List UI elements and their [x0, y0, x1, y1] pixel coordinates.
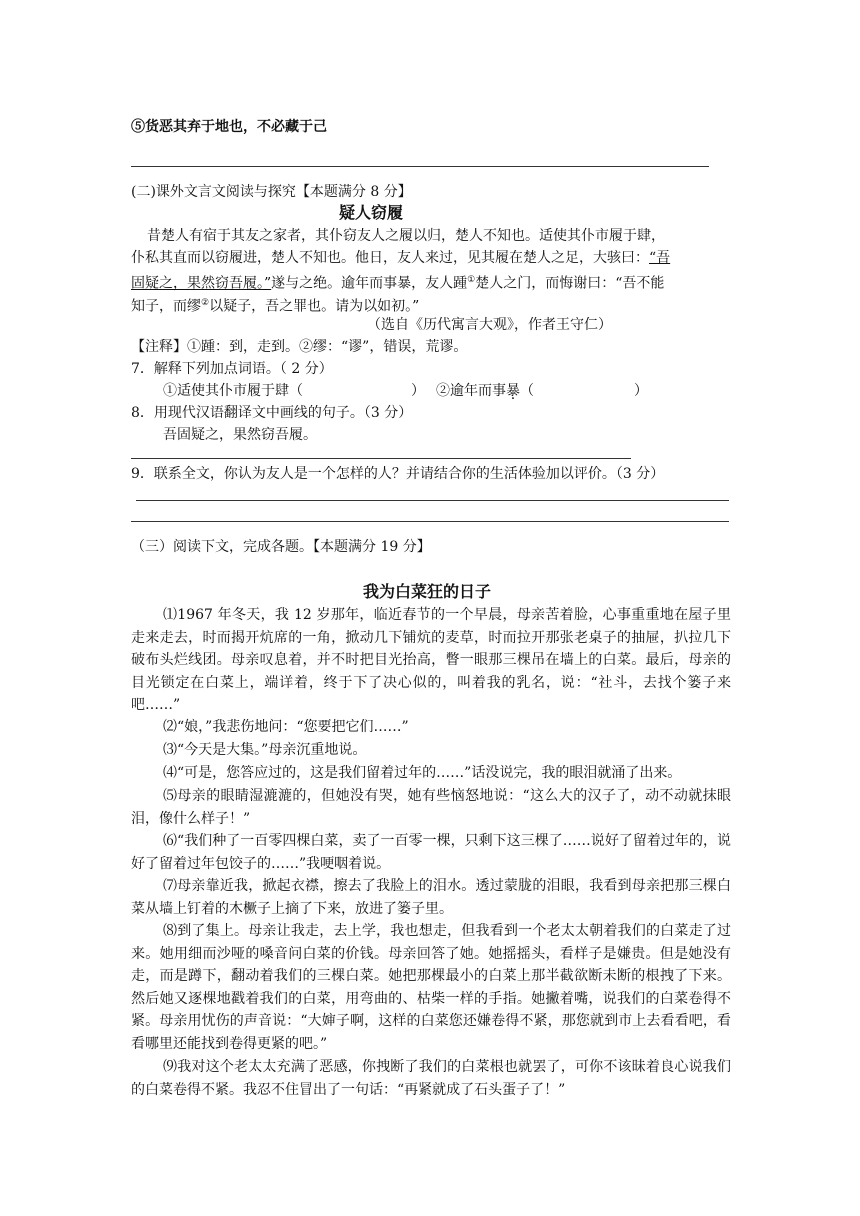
question-8-sentence: 吾固疑之，果然窃吾履。	[163, 427, 317, 443]
answer-line	[131, 521, 729, 522]
paragraph-4: ⑷“可是，您答应过的，这是我们留着过年的……”话没说完，我的眼泪就涌了出来。	[163, 765, 682, 781]
item-5: ⑤货恶其弃于地也，不必藏于己	[131, 119, 327, 135]
paragraph-3: ⑶“今天是大集。”母亲沉重地说。	[163, 742, 367, 758]
annotation: 【注释】①踵：到，走到。②缪：“谬”，错误，荒谬。	[131, 339, 468, 355]
paragraph-9: ⑼我对这个老太太充满了恶感，你拽断了我们的白菜根也就罢了，可你不该昧着良心说我们的白菜卷得不紧。我忍不住冒出了一句话：“再紧就成了石头蛋子了！”	[131, 1059, 731, 1098]
section-2-header: (二)课外文言文阅读与探究【本题满分 8 分】	[131, 184, 412, 200]
section-3-header: （三）阅读下文，完成各题。【本题满分 19 分】	[131, 539, 431, 555]
section-2-title: 疑人窃履	[339, 203, 404, 222]
passage-line-2: 仆私其直而以窃履进，楚人不知也。他日，友人来过，见其履在楚人之足，大骇曰：“吾	[131, 250, 671, 266]
question-8: 8．用现代汉语翻译文中画线的句子。（3 分）	[131, 405, 413, 421]
answer-line	[131, 166, 709, 167]
question-7a: ①适使其仆市履于肆（ ）	[163, 383, 425, 399]
paragraph-1: ⑴1967 年冬天，我 12 岁那年，临近春节的一个早晨，母亲苦着脸，心事重重地在屋子里走来走去，时而揭开炕席的一角，掀动几下铺炕的麦草，时而拉开那张老桌子的抽屉，扒拉几下破布头烂线团。母亲叹息着，并不时把目光抬高，瞥一眼那三棵吊在墙上的白菜。最后，母亲的目光锁定在白菜上，端详着，终于下了决心似的，叫着我的乳名，说：“社斗，去找个篓子来吧……”	[131, 607, 731, 714]
passage-line-3: 固疑之，果然窃吾履。”遂与之绝。逾年而事暴，友人踵①楚人之门，而悔谢曰：“吾不能	[131, 275, 665, 292]
passage-source: （选自《历代寓言大观》，作者王守仁）	[367, 317, 612, 333]
question-9: 9．联系全文，你认为友人是一个怎样的人？并请结合你的生活体验加以评价。（3 分）	[131, 466, 665, 482]
paragraph-7: ⑺母亲靠近我，掀起衣襟，擦去了我脸上的泪水。透过蒙胧的泪眼，我看到母亲把那三棵白菜从墙上钉着的木橛子上摘了下来，放进了篓子里。	[131, 878, 731, 917]
paragraph-8: ⑻到了集上。母亲让我走，去上学，我也想走，但我看到一个老太太朝着我们的白菜走了过来。她用细而沙哑的嗓音问白菜的价钱。母亲回答了她。她摇摇头，看样子是嫌贵。但是她没有走，而是蹲下，翻动着我们的三棵白菜。她把那棵最小的白菜上那半截欲断未断的根拽了下来。然后她又逐棵地戳着我们的白菜，用弯曲的、枯柴一样的手指。她撇着嘴，说我们的白菜卷得不紧。母亲用忧伤的声音说：“大婶子啊，这样的白菜您还嫌卷得不紧，那您就到市上去看看吧，看看哪里还能找到卷得更紧的吧。”	[131, 923, 731, 1052]
question-7: 7．解释下列加点词语。（ 2 分）	[131, 361, 333, 377]
paragraph-6: ⑹“我们种了一百零四棵白菜，卖了一百零一棵，只剩下这三棵了……说好了留着过年的，说好了留着过年包饺子的……”我哽咽着说。	[131, 833, 731, 872]
passage-line-4: 知子，而缪②以疑子，吾之罪也。请为以如初。”	[131, 298, 420, 315]
question-7b: ②逾年而事暴（ ）	[436, 383, 648, 399]
answer-line	[136, 500, 729, 501]
section-3-title: 我为白菜狂的日子	[363, 582, 492, 601]
paragraph-5: ⑸母亲的眼睛湿漉漉的，但她没有哭，她有些恼怒地说：“这么大的汉子了，动不动就抹眼泪，像什么样子！”	[131, 788, 731, 827]
answer-line	[131, 458, 631, 459]
passage-line-1: 昔楚人有宿于其友之家者，其仆窃友人之履以归，楚人不知也。适使其仆市履于肆，	[147, 228, 665, 244]
paragraph-2: ⑵“娘，”我悲伤地问：“您要把它们……”	[163, 719, 409, 735]
